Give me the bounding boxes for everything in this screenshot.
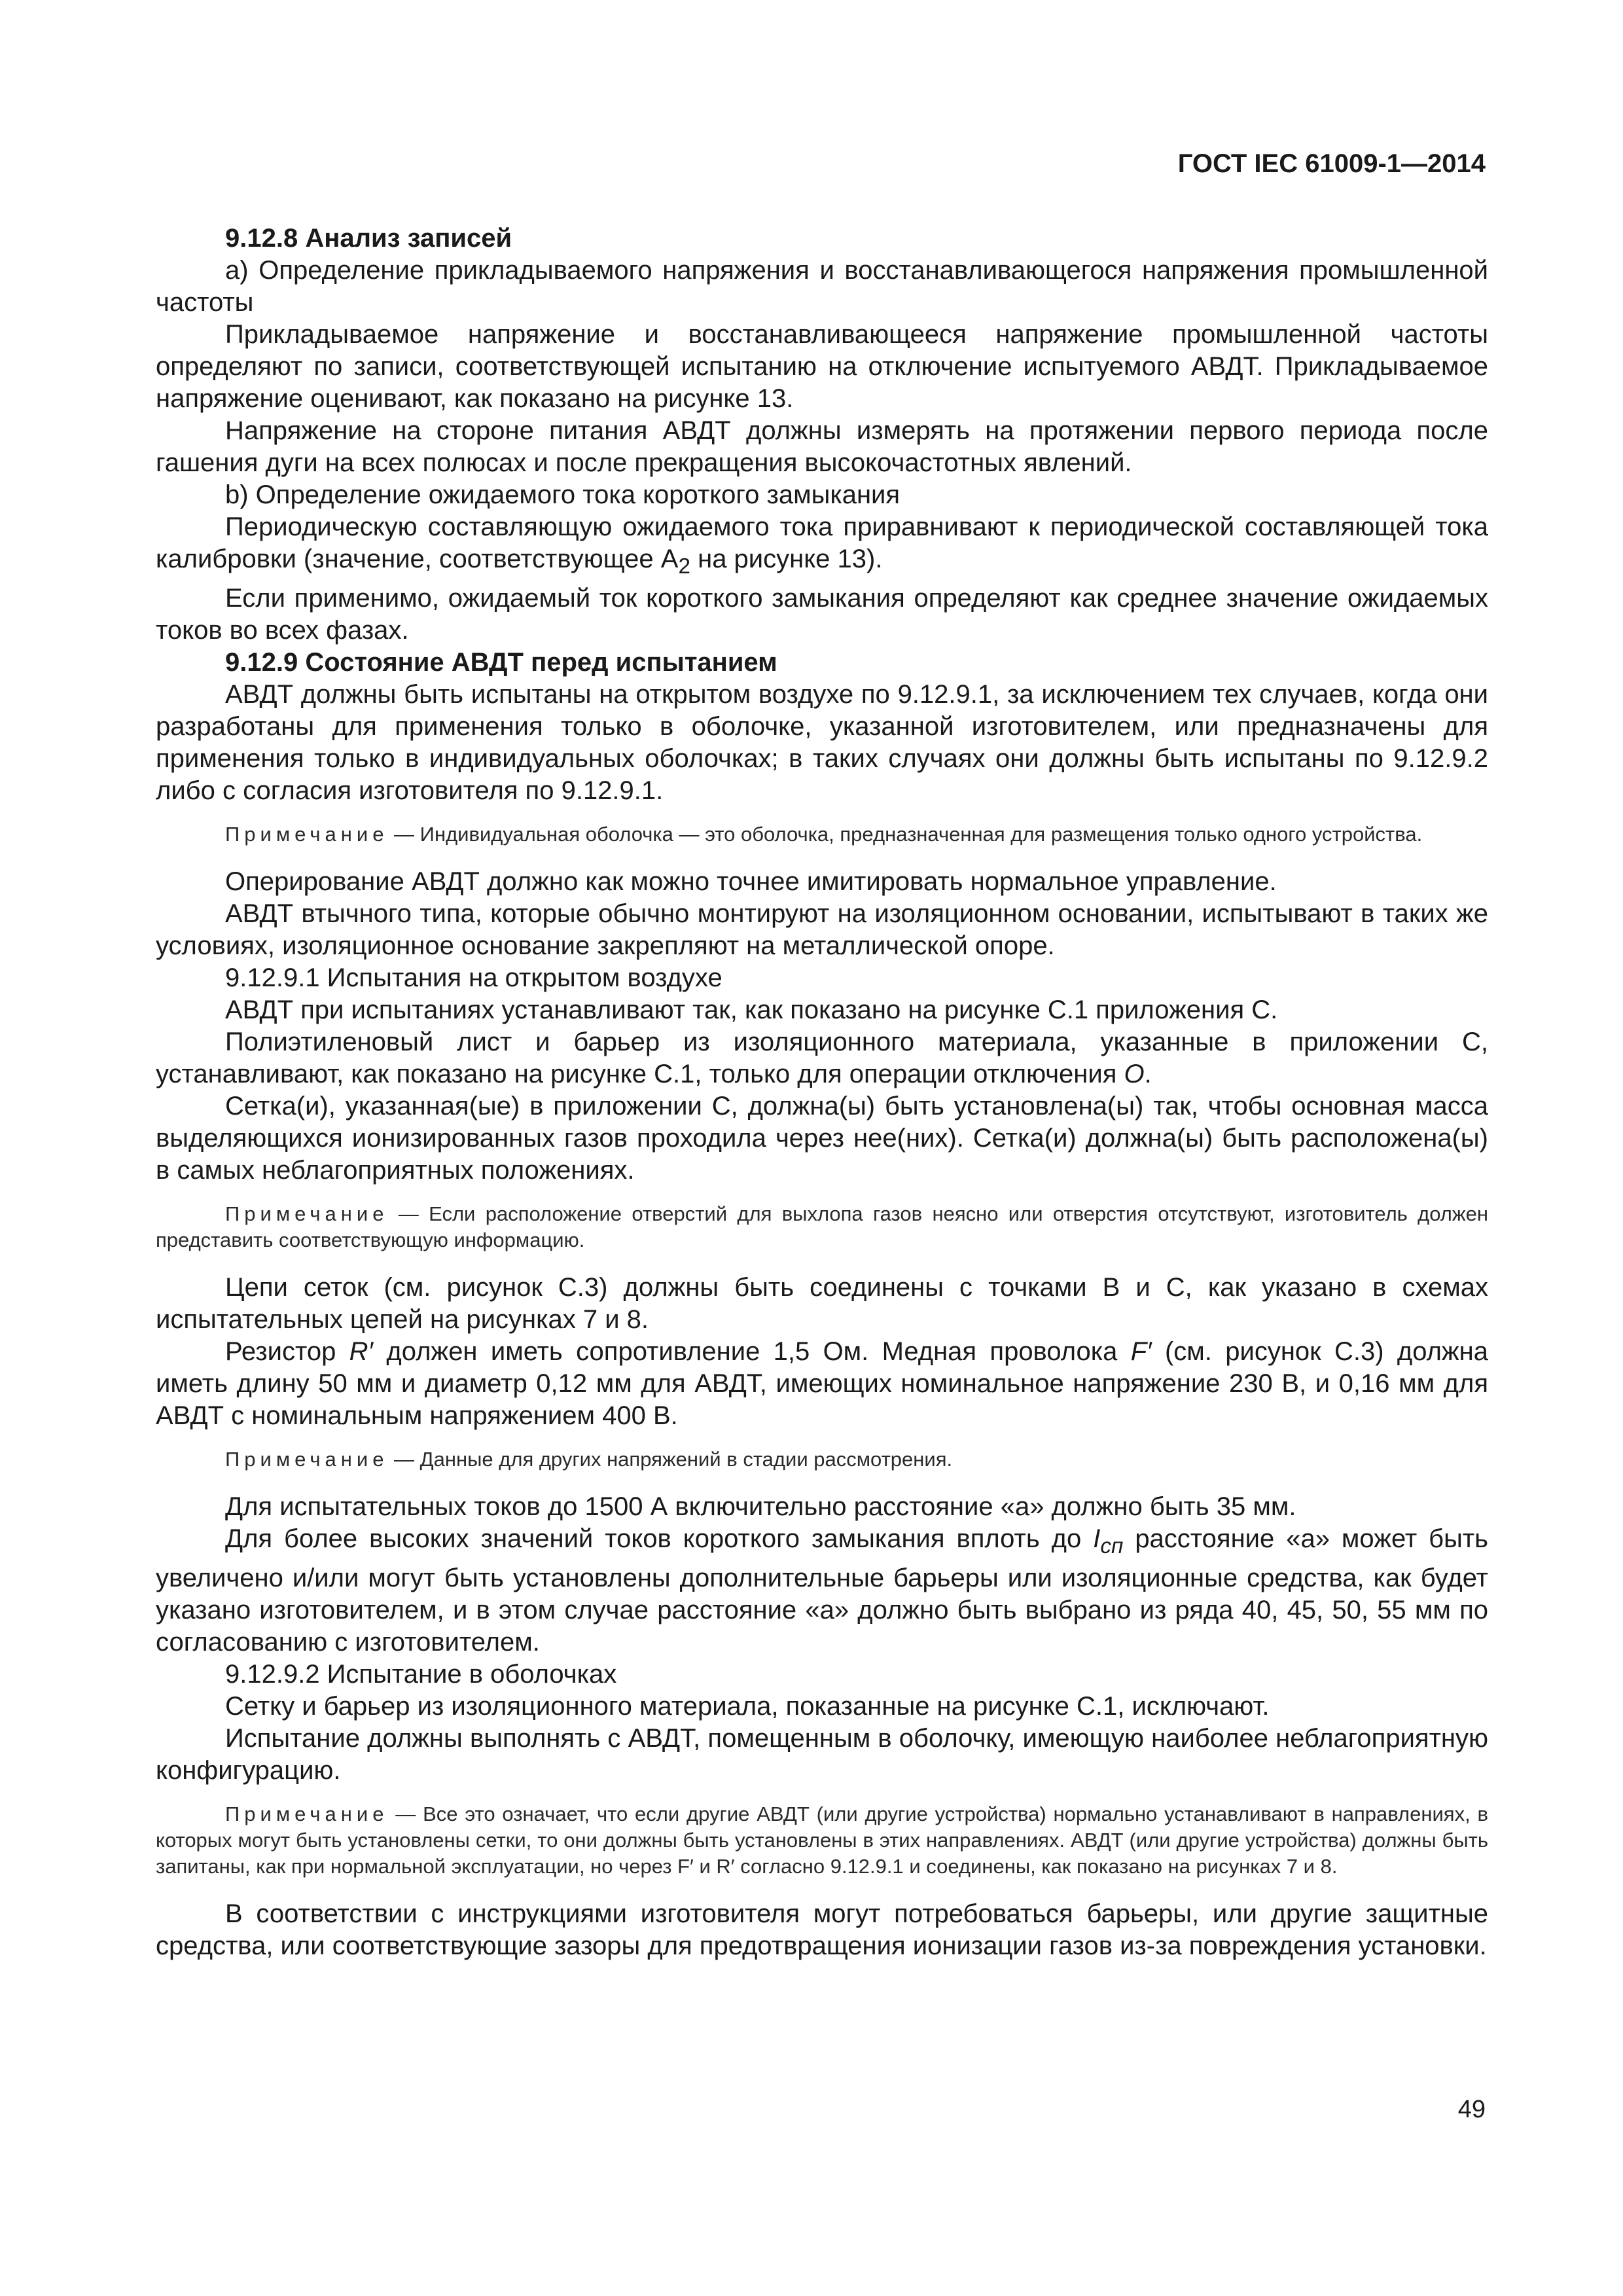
- paragraph-text: Для более высоких значений токов короткого замыкания вплоть до: [225, 1524, 1094, 1553]
- subsection-heading-9-12-9-1: 9.12.9.1 Испытания на открытом воздухе: [225, 963, 722, 992]
- paragraph: АВДТ при испытаниях устанавливают так, как показано на рисунке C.1 приложения C.: [225, 996, 1278, 1024]
- paragraph: Испытание должны выполнять с АВДТ, помещенным в оболочку, имеющую наиболее неблагоприятную конфигурацию.: [156, 1724, 1488, 1785]
- note-label: Примечание: [225, 1803, 389, 1825]
- paragraph: Цепи сеток (см. рисунок С.3) должны быть соединены с точками В и С, как указано в схемах испытательных цепей на рисунках 7 и 8.: [156, 1273, 1488, 1334]
- paragraph: [156, 1026, 1488, 1090]
- paragraph-text: Периодическую составляющую ожидаемого тока приравнивают к периодической составляющей тока калибровки (значение, соответствующее A: [156, 512, 1488, 573]
- paragraph: Сетку и барьер из изоляционного материала, показанные на рисунке C.1, исключают.: [225, 1692, 1270, 1721]
- italic-symbol: F′: [1130, 1337, 1152, 1366]
- paragraph: Прикладываемое напряжение и восстанавливающееся напряжение промышленной частоты определяют по записи, соответствующей испытанию на отключение испытуемого АВДТ. Прикладываемое напряжение оценивают, как показано на рисунке 13.: [156, 320, 1488, 413]
- paragraph-text: расстояние «а» может быть увеличено и/или могут быть установлены дополнительные барьеры или изоляционные средства, как будет указано изготовителем, и в этом случае расстояние «а» должно быть выбрано из ряда 40, 45, 50, 55 мм по согласованию с изготовителем.: [156, 1524, 1488, 1657]
- paragraph: В соответствии с инструкциями изготовителя могут потребоваться барьеры, или другие защитные средства, или соответствующие зазоры для предотвращения ионизации газов из-за повреждения установки.: [156, 1899, 1488, 1960]
- paragraph-text: должен иметь сопротивление 1,5 Ом. Медная проволока: [373, 1337, 1131, 1366]
- paragraph: b) Определение ожидаемого тока короткого замыкания: [225, 480, 901, 509]
- note-text: — Индивидуальная оболочка — это оболочка, предназначенная для размещения только одного устройства.: [388, 823, 1423, 846]
- note: [156, 1801, 1488, 1880]
- paragraph: Напряжение на стороне питания АВДТ должны измерять на протяжении первого периода после гашения дуги на всех полюсах и после прекращения высокочастотных явлений.: [156, 416, 1488, 477]
- subscript: сп: [1100, 1534, 1124, 1558]
- paragraph: [156, 511, 1488, 583]
- paragraph: Если применимо, ожидаемый ток короткого замыкания определяют как среднее значение ожидаемых токов во всех фазах.: [156, 584, 1488, 645]
- note: [156, 1446, 1488, 1473]
- document-body: [156, 223, 1488, 1962]
- paragraph: Для испытательных токов до 1500 А включительно расстояние «а» должно быть 35 мм.: [225, 1492, 1296, 1521]
- italic-symbol: R′: [349, 1337, 374, 1366]
- paragraph-text: Полиэтиленовый лист и барьер из изоляционного материала, указанные в приложении С, устанавливают, как показано на рисунке С.1, только для операции отключения: [156, 1028, 1488, 1088]
- note: [156, 821, 1488, 848]
- document-code: ГОСТ IEC 61009-1—2014: [1177, 149, 1486, 178]
- note: [156, 1201, 1488, 1253]
- paragraph-text: Резистор: [225, 1337, 349, 1366]
- subsection-heading-9-12-9-2: 9.12.9.2 Испытание в оболочках: [225, 1660, 617, 1689]
- paragraph: a) Определение прикладываемого напряжения и восстанавливающегося напряжения промышленной частоты: [156, 256, 1488, 317]
- paragraph: [156, 1523, 1488, 1659]
- paragraph: Сетка(и), указанная(ые) в приложении С, должна(ы) быть установлена(ы) так, чтобы основная масса выделяющихся ионизированных газов проходила через нее(них). Сетка(и) должна(ы) быть расположена(ы) в самых неблагоприятных положениях.: [156, 1092, 1488, 1185]
- note-label: Примечание: [225, 1202, 389, 1225]
- note-text: — Если расположение отверстий для выхлопа газов неясно или отверстия отсутствуют, изготовитель должен представить соответствующую информацию.: [156, 1202, 1488, 1251]
- italic-symbol: I: [1093, 1524, 1101, 1553]
- subscript: 2: [678, 554, 690, 579]
- page-number: 49: [1457, 2096, 1486, 2123]
- italic-symbol: O: [1124, 1060, 1145, 1088]
- note-label: Примечание: [225, 823, 389, 846]
- note-label: Примечание: [225, 1448, 389, 1471]
- paragraph: Оперирование АВДТ должно как можно точнее имитировать нормальное управление.: [225, 867, 1277, 896]
- paragraph-text: (см. рисунок С.3) должна иметь длину 50 мм и диаметр 0,12 мм для АВДТ, имеющих номинальное напряжение 230 В, и 0,16 мм для АВДТ с номинальным напряжением 400 В.: [156, 1337, 1489, 1430]
- paragraph: АВДТ должны быть испытаны на открытом воздухе по 9.12.9.1, за исключением тех случаев, когда они разработаны для применения только в оболочке, указанной изготовителем, или предназначены для применения только в индивидуальных оболочках; в таких случаях они должны быть испытаны по 9.12.9.2 либо с согласия изготовителя по 9.12.9.1.: [156, 680, 1488, 805]
- section-heading-9-12-9: 9.12.9 Состояние АВДТ перед испытанием: [225, 648, 777, 677]
- note-text: — Все это означает, что если другие АВДТ (или другие устройства) нормально устанавливают в направлениях, в которых могут быть установлены сетки, то они должны быть установлены в этих направлениях. АВДТ (или другие устройства) должны быть запитаны, как при нормальной эксплуатации, но через F′ и R′ согласно 9.12.9.1 и соединены, как показано на рисунках 7 и 8.: [156, 1803, 1488, 1878]
- note-text: — Данные для других напряжений в стадии рассмотрения.: [388, 1448, 953, 1471]
- paragraph-text: .: [1144, 1060, 1152, 1088]
- paragraph-text: на рисунке 13).: [690, 545, 883, 573]
- paragraph: АВДТ втычного типа, которые обычно монтируют на изоляционном основании, испытывают в таких же условиях, изоляционное основание закрепляют на металлической опоре.: [156, 899, 1488, 960]
- paragraph: [156, 1336, 1488, 1432]
- section-heading-9-12-8: 9.12.8 Анализ записей: [225, 224, 512, 253]
